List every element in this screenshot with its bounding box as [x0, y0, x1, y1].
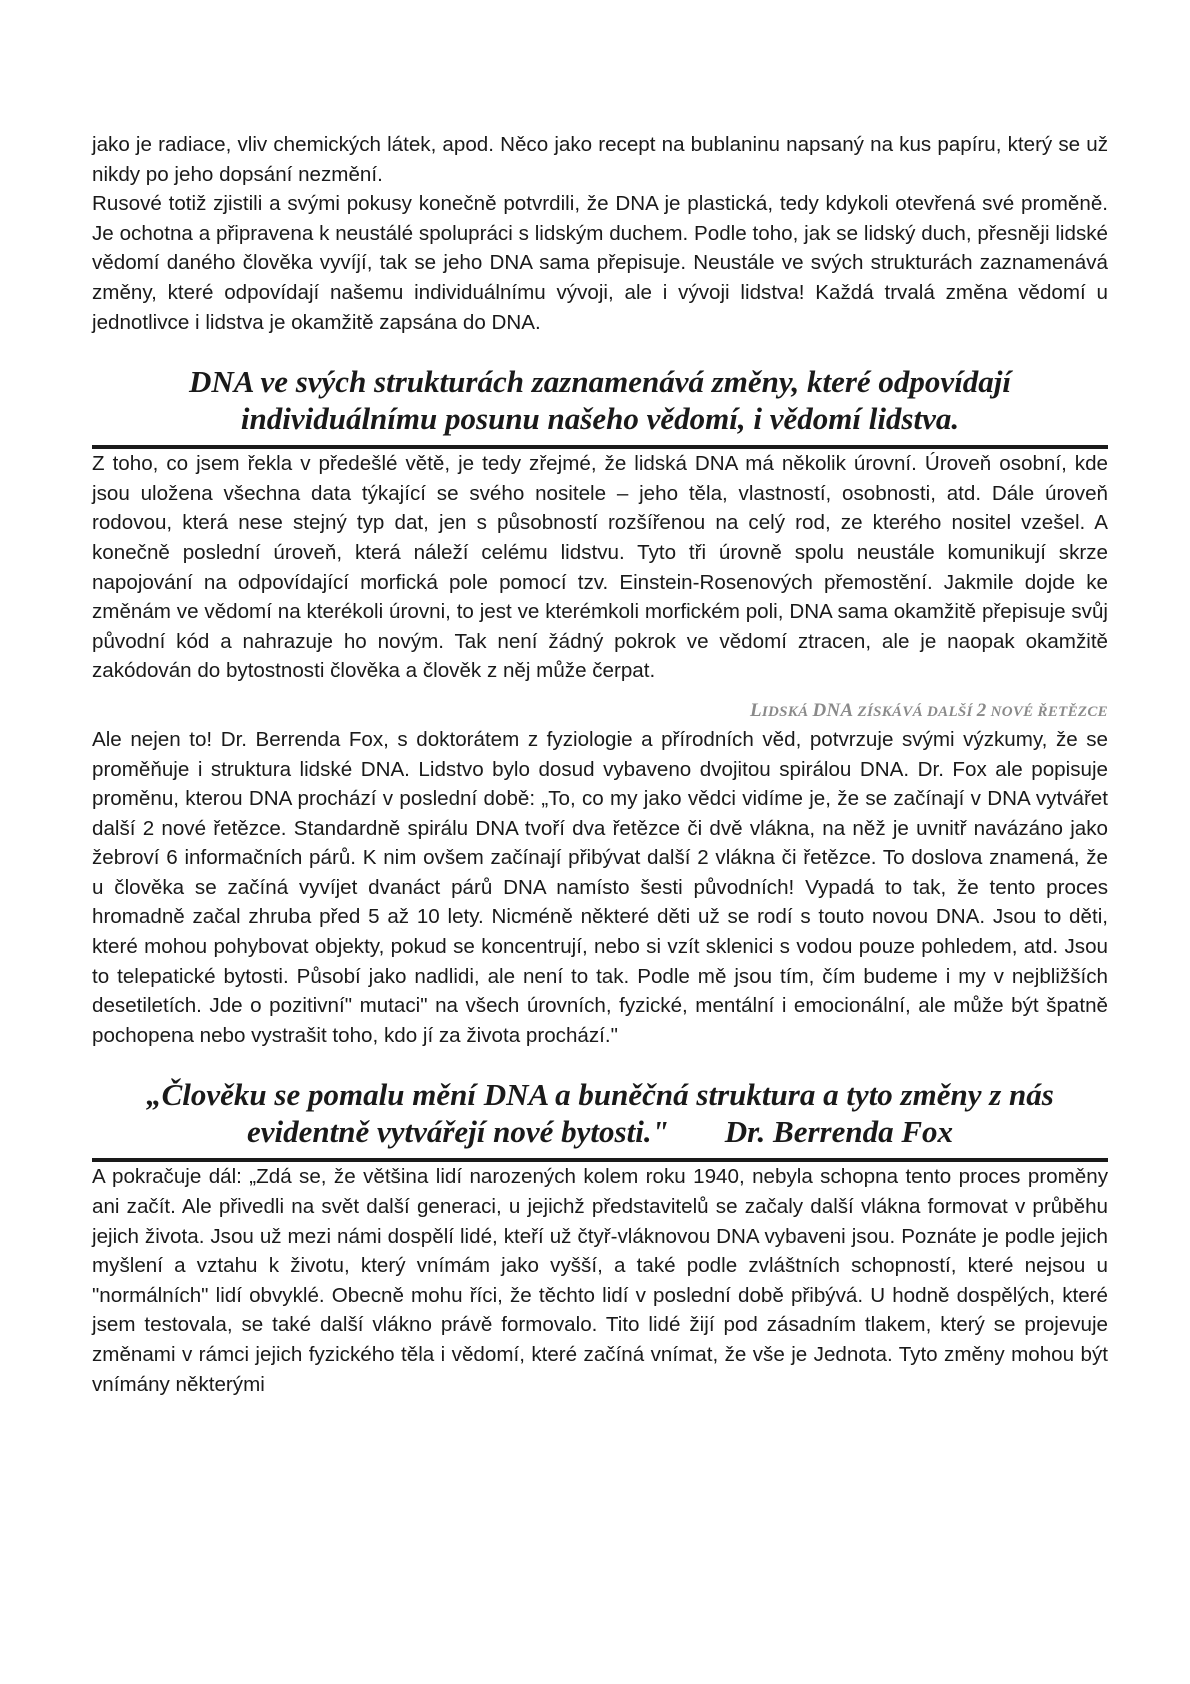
- paragraph-dna-levels: Z toho, co jsem řekla v předešlé větě, je tedy zřejmé, že lidská DNA má několik úrovní. Úroveň osobní, kde jsou uložena všechna data týkající se svého nositele – jeho těla, vlastností, osobnosti, atd. Dále úroveň rodovou, která nese stejný typ dat, jen s působností rozšířenou na celý rod, ze kterého nositel vzešel. A konečně poslední úroveň, která náleží celému lidstvu. Tyto tři úrovně spolu neustále komunikují skrze napojování na odpovídající morfická pole pomocí tzv. Einstein-Rosenových přemostění. Jakmile dojde ke změnám ve vědomí na kterékoli úrovni, to jest ve kterémkoli morfickém poli, DNA sama okamžitě přepisuje svůj původní kód a nahrazuje ho novým. Tak není žádný pokrok ve vědomí ztracen, ale je naopak okamžitě zakódován do bytostnosti člověka a člověk z něj může čerpat.: [92, 452, 1108, 683]
- pull-quote-fox: [92, 1076, 1108, 1150]
- paragraph-intro: jako je radiace, vliv chemických látek, apod. Něco jako recept na bublaninu napsaný na kus papíru, který se už nikdy po jeho dopsání nezmění.: [92, 133, 1108, 186]
- section-heading: LIDSKÁ DNA ZÍSKÁVÁ DALŠÍ 2 NOVÉ ŘETĚZCE: [749, 699, 1108, 721]
- pull-quote-author: Dr. Berrenda Fox: [724, 1114, 954, 1150]
- paragraph-russian-research: Rusové totiž zjistili a svými pokusy konečně potvrdili, že DNA je plastická, tedy kdykoli otevřená své proměně. Je ochotna a připravena k neustálé spolupráci s lidským duchem. Podle toho, jak se lidský duch, přesněji lidské vědomí daného člověka vyvíjí, tak se jeho DNA sama přepisuje. Neustále ve svých strukturách zaznamenává změny, které odpovídají našemu individuálnímu vývoji, ale i vývoji lidstva! Každá trvalá změna vědomí u jednotlivce i lidstva je okamžitě zapsána do DNA.: [92, 192, 1108, 334]
- pull-quote-text: evidentně vytvářejí nové bytosti.": [246, 1114, 669, 1150]
- paragraph-dr-fox: Ale nejen to! Dr. Berrenda Fox, s doktorátem z fyziologie a přírodních věd, potvrzuje svými výzkumy, že se proměňuje i struktura lidské DNA. Lidstvo bylo dosud vybaveno dvojitou spirálou DNA. Dr. Fox ale popisuje proměnu, kterou DNA prochází v poslední době: „To, co my jako vědci vidíme je, že se začínají v DNA vytvářet další 2 nové řetězce. Standardně spirálu DNA tvoří dva řetězce či dvě vlákna, na něž je uvnitř navázáno jako žebroví 6 informačních párů. K nim ovšem začínají přibývat další 2 vlákna či řetězce. To doslova znamená, že u člověka se začíná vyvíjet dvanáct párů DNA namísto šesti původních! Vypadá to tak, že tento proces hromadně začal zhruba před 5 až 10 lety. Nicméně některé děti už se rodí s touto novou DNA. Jsou to děti, které mohou pohybovat objekty, pokud se koncentrují, nebo si vzít sklenici s vodou pouze pohledem, atd. Jsou to telepatické bytosti. Působí jako nadlidi, ale není to tak. Podle mě jsou tím, čím budeme i my v nejbližších desetiletích. Jde o pozitivní" mutaci" na všech úrovních, fyzické, mentální i emocionální, ale může být špatně pochopena nebo vystrašit toho, kdo jí za života prochází.": [92, 727, 1108, 1047]
- pull-quote-dna-structures: [92, 363, 1108, 437]
- paragraph-continuation: A pokračuje dál: „Zdá se, že většina lidí narozených kolem roku 1940, nebyla schopna tento proces proměny ani začít. Ale přivedli na svět další generaci, u jejichž představitelů se začaly další vlákna formovat v průběhu jejich života. Jsou už mezi námi dospělí lidé, kteří už čtyř-vláknovou DNA vybaveni jsou. Poznáte je podle jejich myšlení a vztahu k životu, který vnímám jako vyšší, a také podle zvláštních schopností, které nejsou u "normálních" lidí obvyklé. Obecně mohu říci, že těchto lidí v poslední době přibývá. U hodně dospělých, které jsem testovala, se také další vlákno právě formovalo. Tito lidé žijí pod zásadním tlakem, který se projevuje změnami v rámci jejich fyzického těla i vědomí, které začíná vnímat, že vše je Jednota. Tyto změny mohou být vnímány některými: [92, 1165, 1108, 1396]
- document-page: [92, 130, 1108, 1399]
- pull-quote-line: individuálnímu posunu našeho vědomí, i vědomí lidstva.: [240, 401, 960, 437]
- pull-quote-line: „Člověku se pomalu mění DNA a buněčná struktura a tyto změny z nás: [146, 1077, 1054, 1113]
- pull-quote-line: [92, 1113, 1108, 1150]
- pull-quote-line: DNA ve svých strukturách zaznamenává změny, které odpovídají: [188, 364, 1012, 400]
